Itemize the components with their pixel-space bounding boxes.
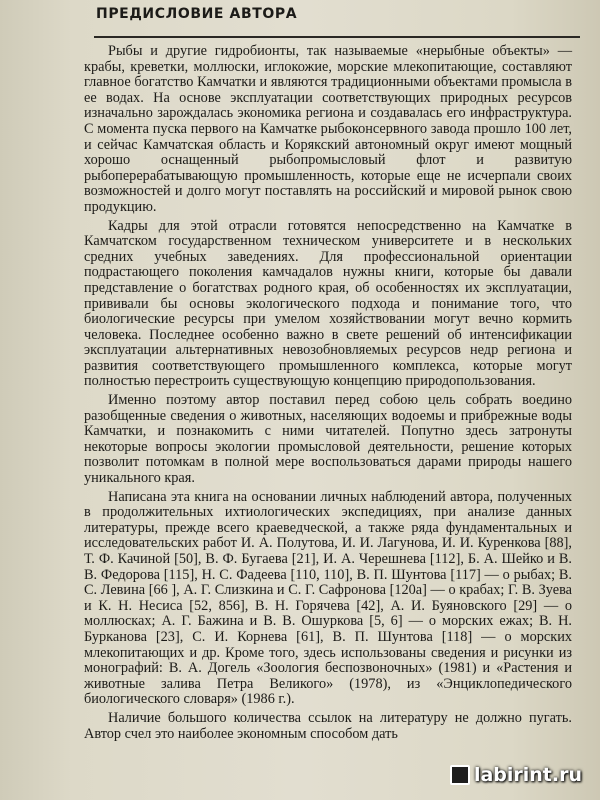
paragraph-3: Именно поэтому автор поставил перед собою цель собрать воедино разобщенные сведения о животных, населяющих водоемы и прибрежные воды Камчатки, и познакомить с ними читателей. Попутно здесь затронуты некоторые вопросы экологии промысловой деятельности, решение которых позволит потомкам в полной мере воспользоваться дарами природы нашего уникального края. (84, 392, 572, 487)
paragraph-1: Рыбы и другие гидробионты, так называемые «нерыбные объекты» — крабы, креветки, моллюски, иглокожие, морские млекопитающие, составляют главное богатство Камчатки и являются традиционными объектами промысла в ее водах. На основе эксплуатации соответствующих природных ресурсов изначально зарождалась экономика региона и создавалась его инфраструктура. С момента пуска первого на Камчатке рыбоконсервного завода прошло 100 лет, и сейчас Камчатская область и Корякский автономный округ имеют мощный хорошо оснащенный рыбопромысловый флот и развитую рыбоперерабатывающую промышленность, которые еще не исчерпали своих возможностей и долго могут поставлять на российский и мировой рынок свою продукцию. (84, 43, 572, 215)
paragraph-5: Наличие большого количества ссылок на литературу не должно пугать. Автор счел это наиболее экономным способом дать (84, 709, 572, 742)
body-text (84, 44, 572, 742)
watermark (450, 764, 582, 786)
header-rule (94, 36, 580, 38)
watermark-logo-icon (450, 765, 470, 785)
section-title: ПРЕДИСЛОВИЕ АВТОРА (96, 6, 298, 22)
page-header (0, 0, 600, 44)
watermark-text: labirint.ru (473, 764, 582, 786)
paragraph-2: Кадры для этой отрасли готовятся непосредственно на Камчатке в Камчатском государственном техническом университете и в нескольких средних учебных заведениях. Для профессиональной ориентации подрастающего поколения камчадалов нужны книги, которые бы давали представление о богатствах родного края, об особенностях их эксплуатации, прививали бы основы экологического подхода и понимание того, что биологические ресурсы при умелом хозяйствовании могут вечно кормить человека. Последнее особенно важно в свете решений об интенсификации эксплуатации альтернативных невозобновляемых ресурсов недр региона и развития соответствующего промышленного комплекса, которые могут полностью перестроить существующую концепцию природопользования. (84, 217, 572, 390)
paragraph-4: Написана эта книга на основании личных наблюдений автора, полученных в продолжительных ихтиологических экспедициях, при анализе данных литературы, прежде всего краеведческой, а также ряда фундаментальных и исследовательских работ И. А. Полутова, И. И. Лагунова, И. И. Куренкова [88], Т. Ф. Качиной [50], В. Ф. Бугаева [21], И. А. Черешнева [112], Б. А. Шейко и В. В. Федорова [115], Н. С. Фадеева [110, 110], В. П. Шунтова [117] — о рыбах; В. С. Левина [66 ], А. Г. Слизкина и С. Г. Сафронова [120а] — о крабах; Г. В. Зуева и К. Н. Несиса [52, 856], В. Н. Горячева [42], А. И. Буяновского [29] — о моллюсках; А. Г. Бажина и В. В. Ошуркова [5, 6] — о морских ежах; В. Н. Бурканова [23], С. И. Корнева [61], В. П. Шунтова [118] — о морских млекопитающих и др. Кроме того, здесь использованы сведения и рисунки из монографий: В. А. Догель «Зоология беспозвоночных» (1981) и «Растения и животные залива Петра Великого» (1978), из «Энциклопедического биологического словаря» (1986 г.). (84, 488, 572, 708)
